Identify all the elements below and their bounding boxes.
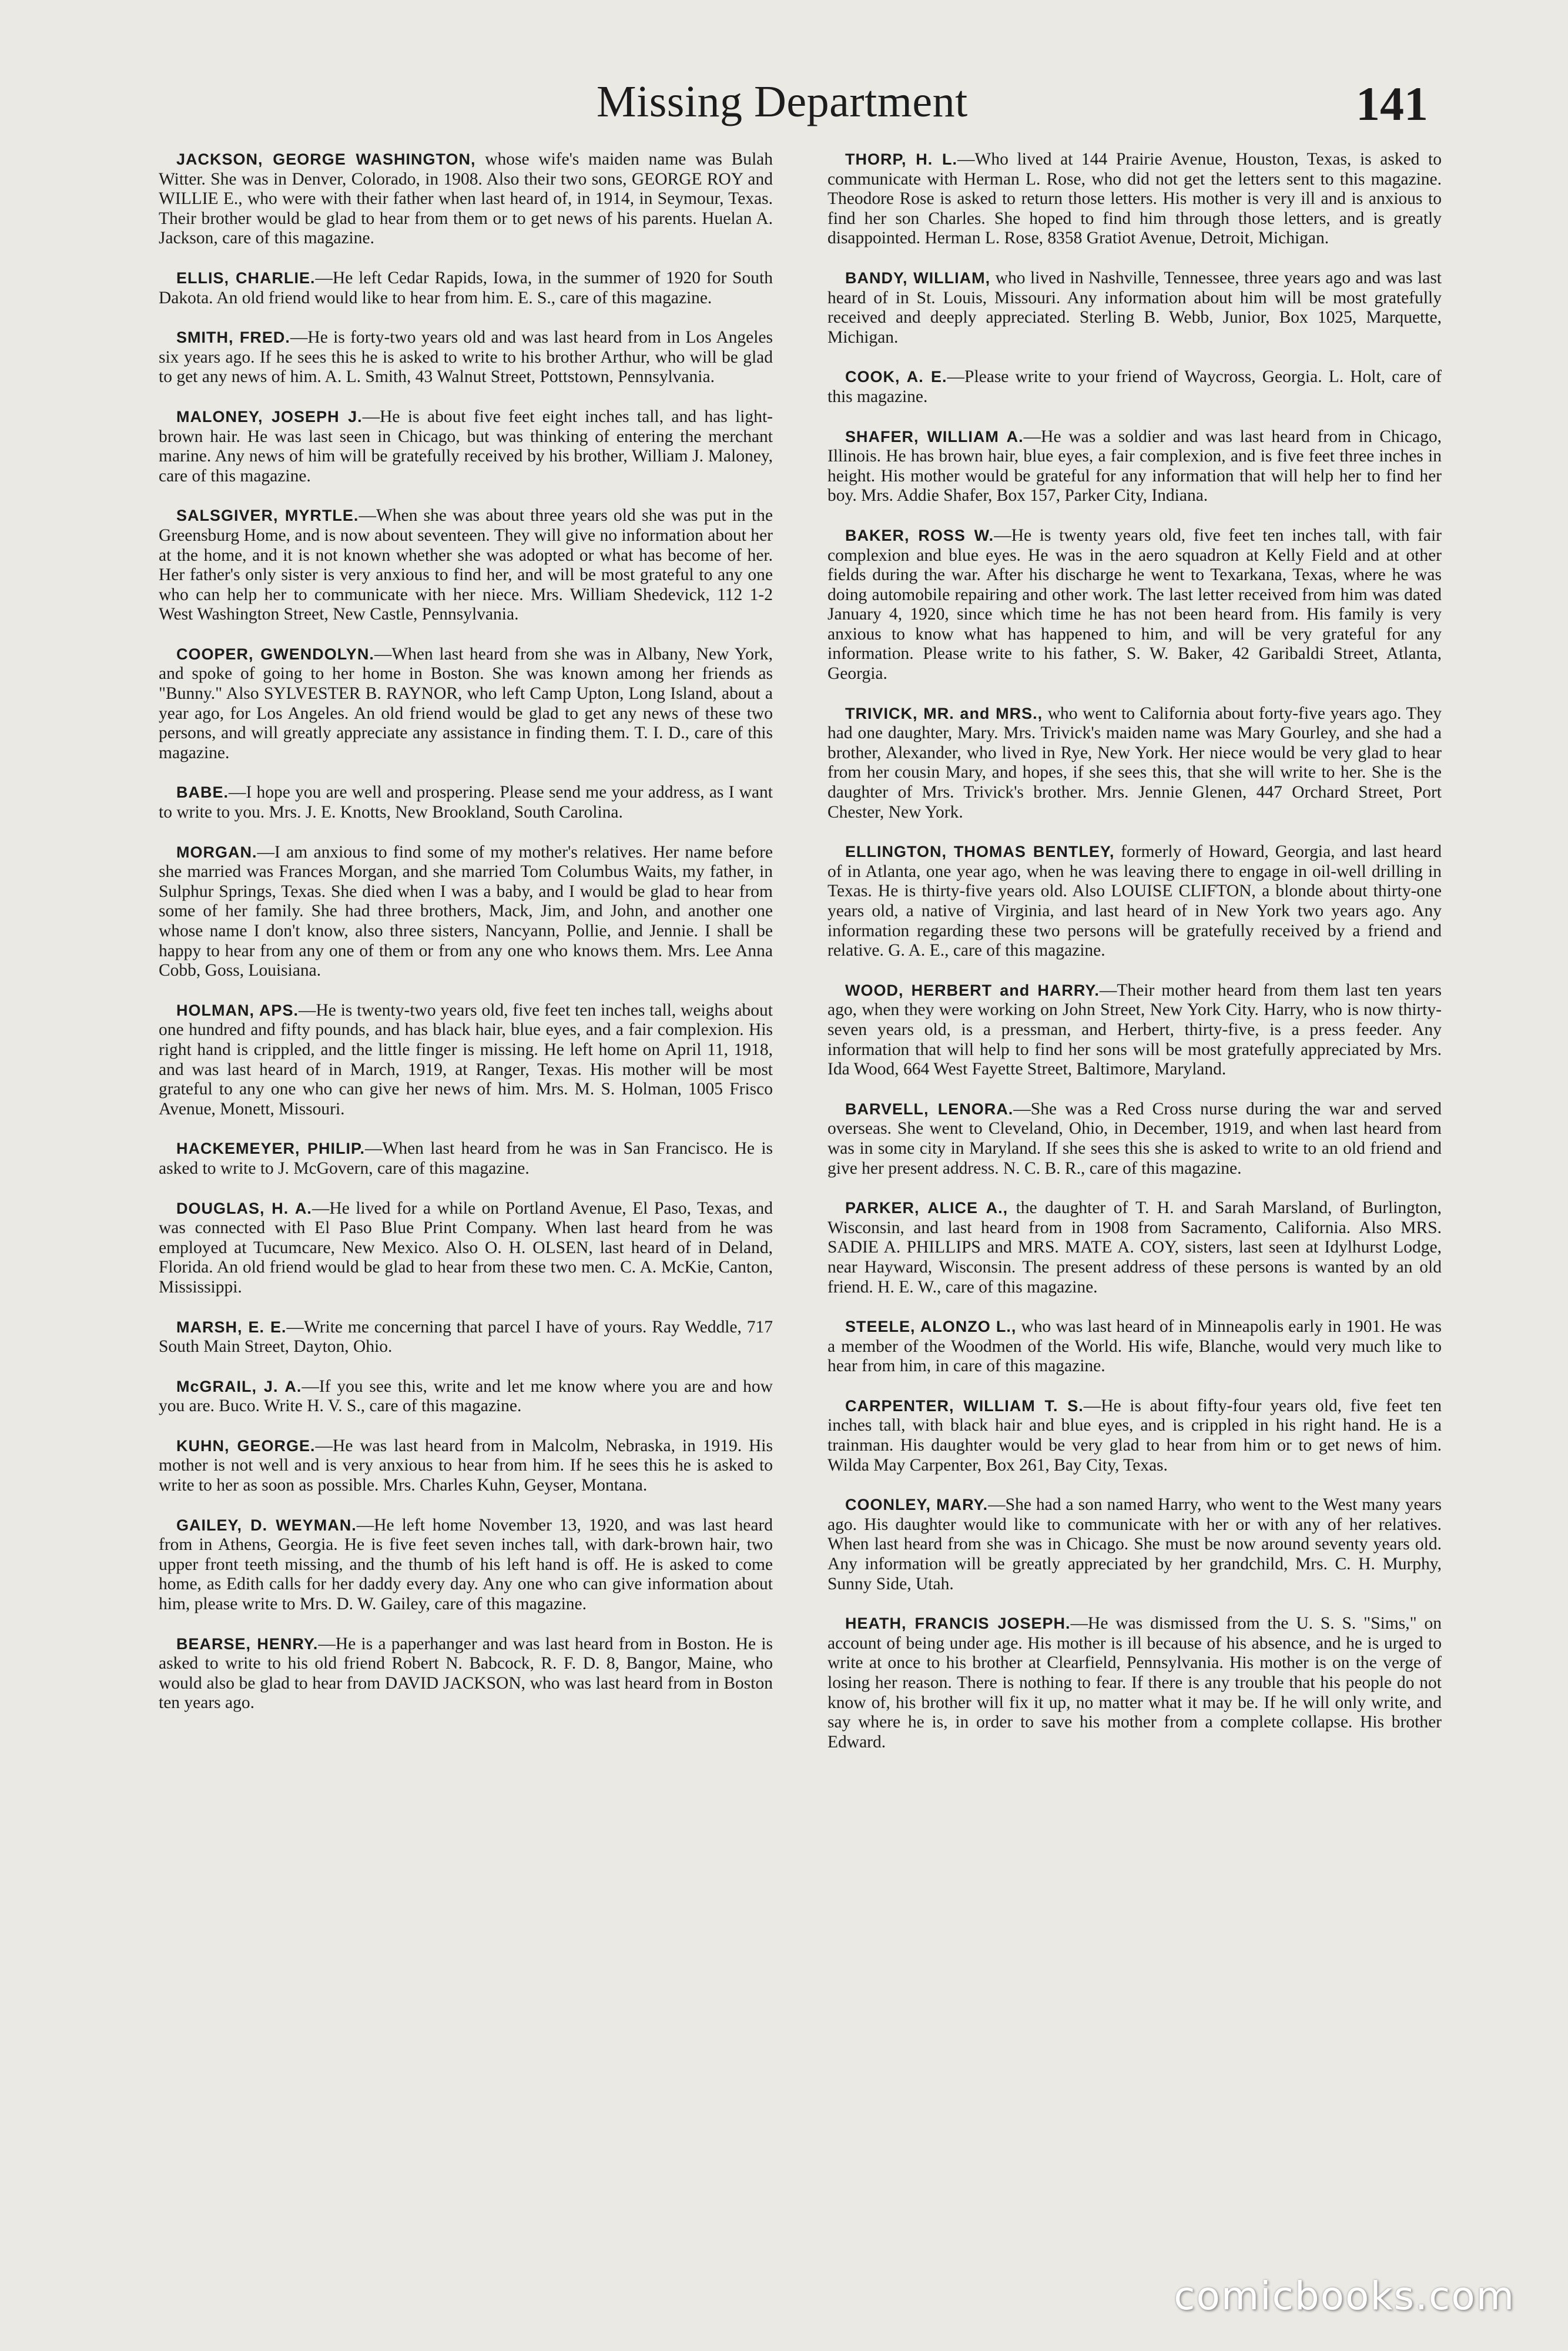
notice-name: BANDY, WILLIAM, <box>845 269 991 287</box>
notice <box>827 1100 1442 1178</box>
notice-text: —He was dismissed from the U. S. S. "Sims," on account of being under age. His mother is ill because of his absence, and he is urged to write at once to his brother at Clearfield, Pennsylvania. His mother is on the verge of losing her reason. There is nothing to fear. If there is any trouble that his people do not know of, his brother will fix it up, no matter what it may be. If he will only write, and say where he is, in order to save his mother from a complete collapse. His brother Edward. <box>827 1614 1442 1751</box>
notice <box>159 506 773 625</box>
notice-text: —Their mother heard from them last ten years ago, when they were working on John Street, New York City. Harry, who is now thirty-seven years old, is a pressman, and Herbert, thirty-five, is a press feeder. Any information that will help to find her sons will be most gratefully appreciated by Mrs. Ida Wood, 664 West Fayette Street, Baltimore, Maryland. <box>827 980 1442 1079</box>
notice <box>159 1199 773 1298</box>
notice-text: —If you see this, write and let me know where you are and how you are. Buco. Write H. V. S., care of this magazine. <box>159 1377 773 1416</box>
notice-name: COOK, A. E. <box>845 368 947 386</box>
notice-text: —I hope you are well and prospering. Please send me your address, as I want to write to you. Mrs. J. E. Knotts, New Brookland, South Carolina. <box>159 783 773 822</box>
notice-name: SMITH, FRED. <box>176 329 290 347</box>
notice-name: COONLEY, MARY. <box>845 1496 989 1514</box>
notice <box>827 981 1442 1080</box>
notice-name: PARKER, ALICE A., <box>845 1199 1009 1217</box>
notice <box>159 1377 773 1416</box>
notice-text: —Who lived at 144 Prairie Avenue, Houston, Texas, is asked to communicate with Herman L. Rose, who did not get the letters sent to this magazine. Theodore Rose is asked to return those letters. His mother is very ill and is anxious to find her son Charles. She hoped to find him through those letters, and is greatly disappointed. Herman L. Rose, 8358 Gratiot Avenue, Detroit, Michigan. <box>827 150 1442 248</box>
notice-name: BEARSE, HENRY. <box>176 1635 319 1653</box>
notice-text: —He is twenty-two years old, five feet ten inches tall, weighs about one hundred and fifty pounds, and has black hair, blue eyes, and a fair complexion. His right hand is crippled, and the little finger is missing. He left home on April 11, 1918, and was last heard of in March, 1919, at Ranger, Texas. His mother will be most grateful to any one who can give her news of him. Mrs. M. S. Holman, 1005 Frisco Avenue, Monett, Missouri. <box>159 1000 773 1118</box>
notice-name: COOPER, GWENDOLYN. <box>176 645 374 663</box>
notice-name: CARPENTER, WILLIAM T. S. <box>845 1396 1084 1415</box>
notice-text: —He was a soldier and was last heard from in Chicago, Illinois. He has brown hair, blue eyes, a fair complexion, and is five feet three inches in height. His mother would be grateful for any information that will help her to find her boy. Mrs. Addie Shafer, Box 157, Parker City, Indiana. <box>827 427 1442 505</box>
notice <box>159 328 773 387</box>
notice-name: McGRAIL, J. A. <box>176 1377 302 1395</box>
notice-text: —Please write to your friend of Waycross, Georgia. L. Holt, care of this magazine. <box>827 367 1442 406</box>
notice-name: DOUGLAS, H. A. <box>176 1199 312 1217</box>
notice <box>827 704 1442 823</box>
notice-name: BABE. <box>176 783 229 802</box>
notice <box>159 269 773 308</box>
notice-name: BARVELL, LENORA. <box>845 1100 1014 1118</box>
notice <box>159 407 773 486</box>
notice <box>827 1198 1442 1297</box>
notice-name: SALSGIVER, MYRTLE. <box>176 507 359 525</box>
notice-name: HACKEMEYER, PHILIP. <box>176 1140 365 1158</box>
notice-text: whose wife's maiden name was Bulah Witter. She was in Denver, Colorado, in 1908. Also their two sons, GEORGE ROY and WILLIE E., who were with their father when last heard of, in 1914, in Seymour, Texas. Their brother would be glad to hear from them or to get news of his parents. Huelan A. Jackson, care of this magazine. <box>159 150 773 248</box>
notice <box>159 1001 773 1120</box>
notice-text: —She had a son named Harry, who went to the West many years ago. His daughter would like to communicate with her or with any of her relatives. When last heard from she was in Chicago. She must be now around seventy years old. Any information will be greatly appreciated by her grandchild, Mrs. C. H. Murphy, Sunny Side, Utah. <box>827 1495 1442 1593</box>
notice-name: BAKER, ROSS W. <box>845 526 994 544</box>
page-number: 141 <box>1356 77 1428 130</box>
right-column <box>827 150 1442 1772</box>
page-title: Missing Department <box>597 77 968 126</box>
notice <box>159 843 773 981</box>
notice-name: JACKSON, GEORGE WASHINGTON, <box>176 150 476 168</box>
notice-text: —When last heard from she was in Albany, New York, and spoke of going to her home in Boston. She was known among her friends as "Bunny." Also SYLVESTER B. RAYNOR, who left Camp Upton, Long Island, about a year ago, for Los Angeles. An old friend would be glad to get any news of these two persons, and will greatly appreciate any assistance in finding them. T. I. D., care of this magazine. <box>159 644 773 762</box>
notice <box>159 1516 773 1615</box>
notice <box>827 367 1442 407</box>
notice <box>827 1495 1442 1594</box>
notice-name: ELLIS, CHARLIE. <box>176 269 316 287</box>
left-column <box>159 150 773 1733</box>
notice-text: —When last heard from he was in San Francisco. He is asked to write to J. McGovern, care of this magazine. <box>159 1139 773 1178</box>
notice <box>827 1317 1442 1377</box>
notice-name: KUHN, GEORGE. <box>176 1436 316 1455</box>
notice-name: TRIVICK, MR. and MRS., <box>845 704 1043 722</box>
notice-text: —He lived for a while on Portland Avenue, El Paso, Texas, and was connected with El Paso Blue Print Company. When last heard from he was employed at Tucumcare, New Mexico. Also O. H. OLSEN, last heard of in Deland, Florida. An old friend would be glad to hear from these two men. C. A. McKie, Canton, Mississippi. <box>159 1198 773 1297</box>
notice <box>159 1318 773 1357</box>
notice-text: —When she was about three years old she was put in the Greensburg Home, and is now about seventeen. They will give no information about her at the home, and it is not known whether she was adopted or what has become of her. Her father's only sister is very anxious to find her, and will be most grateful to any one who can help her to communicate with her niece. Mrs. William Shedevick, 112 1-2 West Washington Street, New Castle, Pennsylvania. <box>159 506 773 624</box>
notice-text: —He left Cedar Rapids, Iowa, in the summer of 1920 for South Dakota. An old friend would like to hear from him. E. S., care of this magazine. <box>159 268 773 307</box>
notice-text: —She was a Red Cross nurse during the war and served overseas. She went to Cleveland, Ohio, in December, 1919, and when last heard from was in some city in Maryland. If she sees this she is asked to write to an old friend and give her present address. N. C. B. R., care of this magazine. <box>827 1099 1442 1178</box>
notice-text: who went to California about forty-five years ago. They had one daughter, Mary. Mrs. Trivick's maiden name was Mary Gourley, and she had a brother, Alexander, who lived in Rye, New York. Her niece would be very glad to hear from her cousin Mary, and hopes, if she sees this, that she will write to her. She is the daughter of Mrs. Trivick's brother. Mrs. Jennie Glenen, 447 Orchard Street, Port Chester, New York. <box>827 704 1442 822</box>
notice-text: —Write me concerning that parcel I have of yours. Ray Weddle, 717 South Main Street, Dayton, Ohio. <box>159 1317 773 1357</box>
notice <box>827 150 1442 249</box>
notice-text: the daughter of T. H. and Sarah Marsland, of Burlington, Wisconsin, and last heard from in 1908 from Sacramento, California. Also MRS. SADIE A. PHILLIPS and MRS. MATE A. COY, sisters, last seen at Idylhurst Lodge, near Hayward, Wisconsin. The present address of these persons is wanted by an old friend. H. E. W., care of this magazine. <box>827 1198 1442 1297</box>
notice-text: —He is about fifty-four years old, five feet ten inches tall, with black hair and blue eyes, and is crippled in his right hand. He is a trainman. His daughter would be very glad to hear from him or to get news of him. Wilda May Carpenter, Box 261, Bay City, Texas. <box>827 1396 1442 1475</box>
notice <box>827 1614 1442 1752</box>
notice-text: who was last heard of in Minneapolis early in 1901. He was a member of the Woodmen of the World. His wife, Blanche, would very much like to hear from him, in care of this magazine. <box>827 1317 1442 1376</box>
notice <box>159 1436 773 1496</box>
notice-text: —He is twenty years old, five feet ten inches tall, with fair complexion and blue eyes. He was in the aero squadron at Kelly Field and at other fields during the war. After his discharge he went to Texarkana, Texas, where he was doing automobile repairing and other work. The last letter received from him was dated January 4, 1920, since which time he has not been heard from. His family is very anxious to know what has happened to him, and will be very grateful for any information. Please write to his father, S. W. Baker, 42 Garibaldi Street, Atlanta, Georgia. <box>827 525 1442 684</box>
notice-text: —I am anxious to find some of my mother's relatives. Her name before she married was Frances Morgan, and she married Tom Columbus Waits, my father, in Sulphur Springs, Texas. She died when I was a baby, and I would be glad to hear from some of her family. She had three brothers, Mack, Jim, and John, and another one whose name I don't know, also three sisters, Nancyann, Pollie, and Jennie. I shall be happy to hear from any one of them or from any one who knows them. Mrs. Lee Anna Cobb, Goss, Louisiana. <box>159 842 773 980</box>
notice-text: who lived in Nashville, Tennessee, three years ago and was last heard of in St. Louis, Missouri. Any information about him will be most gratefully received and deeply appreciated. Sterling B. Webb, Junior, Box 1025, Marquette, Michigan. <box>827 268 1442 347</box>
notice <box>159 1139 773 1178</box>
notice <box>159 150 773 249</box>
page-header <box>159 76 1428 141</box>
notice-text: formerly of Howard, Georgia, and last heard of in Atlanta, one year ago, when he was leaving there to engage in oil-well drilling in Texas. He is thirty-five years old. Also LOUISE CLIFTON, a blonde about thirty-one years old, a native of Virginia, and last heard of in New York two years ago. Any information regarding these two persons will be gratefully received by a friend and relative. G. A. E., care of this magazine. <box>827 842 1442 960</box>
notice-name: GAILEY, D. WEYMAN. <box>176 1516 357 1534</box>
notice-name: MORGAN. <box>176 843 257 861</box>
notice-text: —He is forty-two years old and was last heard from in Los Angeles six years ago. If he sees this he is asked to write to his brother Arthur, who will be glad to get any news of him. A. L. Smith, 43 Walnut Street, Pottstown, Pennsylvania. <box>159 328 773 387</box>
notice-name: HEATH, FRANCIS JOSEPH. <box>845 1615 1071 1633</box>
notice-name: MALONEY, JOSEPH J. <box>176 407 363 426</box>
notice <box>827 427 1442 506</box>
notice-name: MARSH, E. E. <box>176 1318 287 1336</box>
notice-name: STEELE, ALONZO L., <box>845 1318 1017 1336</box>
notice-name: THORP, H. L. <box>845 150 958 168</box>
notice-text: —He left home November 13, 1920, and was last heard from in Athens, Georgia. He is five feet seven inches tall, with dark-brown hair, two upper front teeth missing, and the thumb of his left hand is off. He is asked to come home, as Edith calls for her daddy every day. Any one who can give information about him, please write to Mrs. D. W. Gailey, care of this magazine. <box>159 1515 773 1614</box>
notice <box>827 526 1442 684</box>
notice <box>827 1396 1442 1475</box>
notice-name: WOOD, HERBERT and HARRY. <box>845 981 1100 999</box>
site-watermark: comicbooks.com <box>1174 2273 1515 2319</box>
notice-name: HOLMAN, APS. <box>176 1001 299 1019</box>
notice <box>159 783 773 822</box>
notice <box>159 645 773 763</box>
notice-name: ELLINGTON, THOMAS BENTLEY, <box>845 843 1115 861</box>
notice <box>159 1635 773 1713</box>
notice <box>827 269 1442 347</box>
notice-text: —He is a paperhanger and was last heard from in Boston. He is asked to write to his old friend Robert N. Babcock, R. F. D. 8, Bangor, Maine, who would also be glad to hear from DAVID JACKSON, who was last heard from in Boston ten years ago. <box>159 1634 773 1713</box>
notice-text: —He was last heard from in Malcolm, Nebraska, in 1919. His mother is not well and is very anxious to hear from him. If he sees this he is asked to write to her as soon as possible. Mrs. Charles Kuhn, Geyser, Montana. <box>159 1436 773 1495</box>
notice <box>827 842 1442 961</box>
notice-name: SHAFER, WILLIAM A. <box>845 427 1024 446</box>
notice-text: —He is about five feet eight inches tall, and has light-brown hair. He was last seen in Chicago, but was thinking of entering the merchant marine. Any news of him will be gratefully received by his brother, William J. Maloney, care of this magazine. <box>159 407 773 485</box>
